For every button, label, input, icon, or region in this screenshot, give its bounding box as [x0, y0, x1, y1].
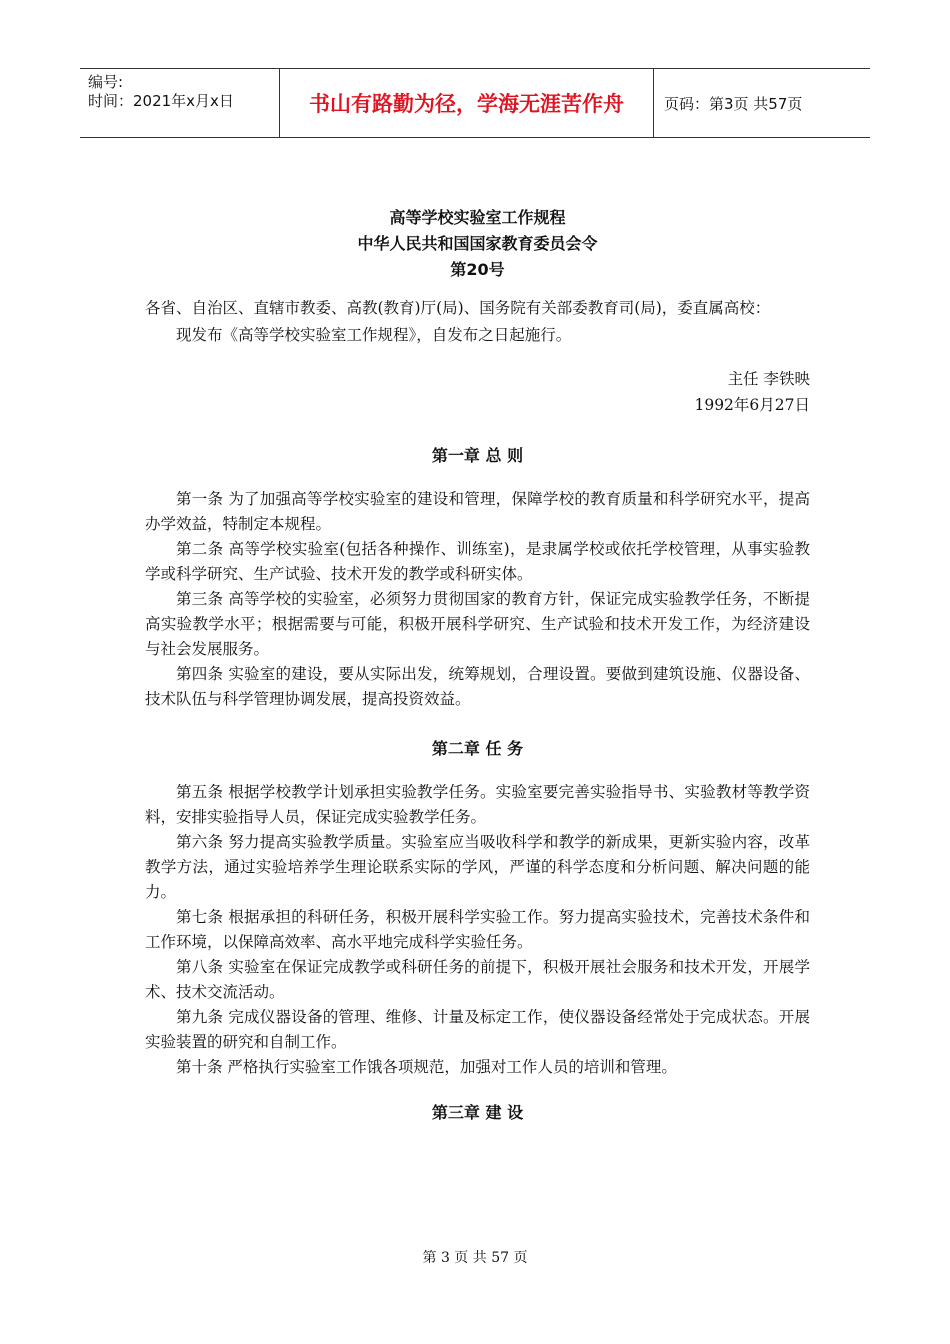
article: 第九条 完成仪器设备的管理、维修、计量及标定工作，使仪器设备经常处于完成状态。开展实验装置的研究和自制工作。 [145, 1008, 810, 1051]
doc-signatory: 主任 李铁映 [727, 370, 810, 388]
article: 第七条 根据承担的科研任务，积极开展科学实验工作。努力提高实验技术，完善技术条件和工作环境，以保障高效率、高水平地完成科学实验任务。 [145, 908, 810, 951]
header-number-label: 编号: [88, 73, 124, 91]
chapter-3-title: 第三章 建 设 [431, 1103, 524, 1122]
chapter-2-title: 第二章 任 务 [431, 739, 524, 758]
article: 第四条 实验室的建设，要从实际出发，统筹规划，合理设置。要做到建筑设施、仪器设备、技术队伍与科学管理协调发展，提高投资效益。 [145, 665, 810, 708]
chapter-2-articles [145, 780, 810, 1080]
article: 第二条 高等学校实验室(包括各种操作、训练室)，是隶属学校或依托学校管理，从事实验教学或科学研究、生产试验、技术开发的教学或科研实体。 [145, 540, 810, 583]
chapter-1-title: 第一章 总 则 [431, 446, 524, 465]
doc-date: 1992年6月27日 [694, 396, 810, 414]
header-page-info: 页码：第3页 共57页 [664, 94, 803, 113]
article: 第八条 实验室在保证完成教学或科研任务的前提下，积极开展社会服务和技术开发，开展学术、技术交流活动。 [145, 958, 810, 1001]
doc-title: 高等学校实验室工作规程 [389, 208, 566, 227]
header-meta [80, 69, 280, 137]
header-time: 时间：2021年x月x日 [88, 92, 234, 110]
article: 第三条 高等学校的实验室，必须努力贯彻国家的教育方针，保证完成实验教学任务，不断提高实验教学水平；根据需要与可能，积极开展科学研究、生产试验和技术开发工作，为经济建设与社会发展服务。 [145, 590, 810, 658]
doc-notice: 现发布《高等学校实验室工作规程》，自发布之日起施行。 [176, 326, 572, 344]
page-header [80, 68, 870, 138]
article: 第十条 严格执行实验室工作饿各项规范，加强对工作人员的培训和管理。 [176, 1058, 677, 1076]
article: 第六条 努力提高实验教学质量。实验室应当吸收科学和教学的新成果，更新实验内容，改革教学方法，通过实验培养学生理论联系实际的学风，严谨的科学态度和分析问题、解决问题的能力。 [145, 833, 810, 901]
document-body [145, 205, 810, 1126]
doc-number: 第20号 [450, 260, 505, 279]
doc-addressee: 各省、自治区、直辖市教委、高教(教育)厅(局)、国务院有关部委教育司(局)，委直属高校： [145, 299, 771, 317]
article: 第五条 根据学校教学计划承担实验教学任务。实验室要完善实验指导书、实验教材等教学资料，安排实验指导人员，保证完成实验教学任务。 [145, 783, 810, 826]
chapter-1-articles [145, 487, 810, 712]
header-motto: 书山有路勤为径，学海无涯苦作舟 [280, 69, 654, 137]
doc-subtitle: 中华人民共和国国家教育委员会令 [357, 234, 598, 253]
article: 第一条 为了加强高等学校实验室的建设和管理，保障学校的教育质量和科学研究水平，提高办学效益，特制定本规程。 [145, 490, 810, 533]
page-footer: 第 3 页 共 57 页 [422, 1250, 528, 1266]
